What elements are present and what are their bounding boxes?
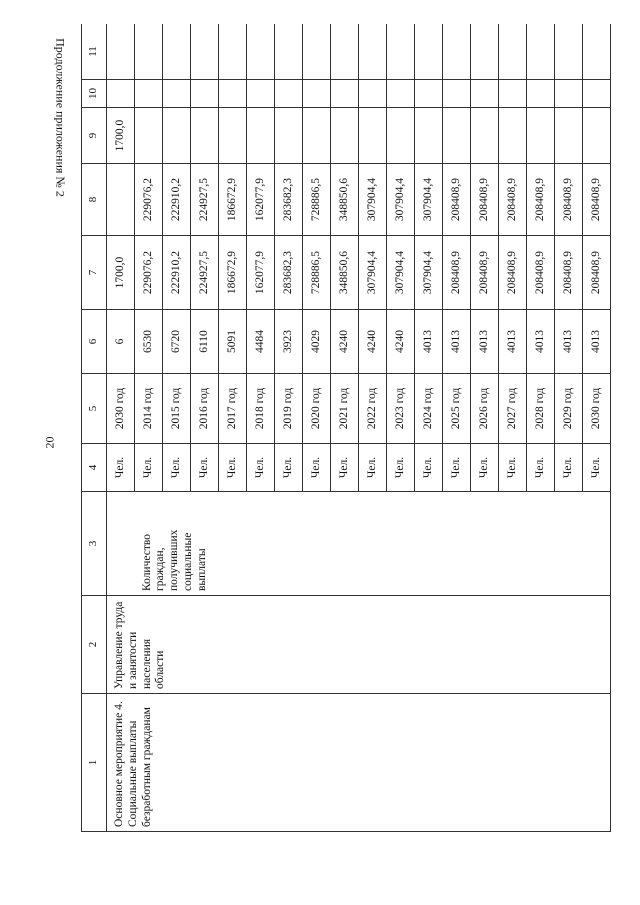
column-number: 1 — [82, 694, 107, 832]
value-cell — [555, 108, 583, 164]
column-number: 4 — [82, 444, 107, 492]
column-number: 10 — [82, 80, 107, 108]
value-cell: 1700,0 — [107, 108, 135, 164]
unit-cell: Чел. — [359, 444, 387, 492]
value-cell: 728886,5 — [303, 236, 331, 310]
column-number: 7 — [82, 236, 107, 310]
value-cell: 208408,9 — [443, 236, 471, 310]
value-cell: 4484 — [247, 310, 275, 374]
value-cell: 208408,9 — [443, 164, 471, 236]
value-cell — [359, 108, 387, 164]
value-cell: 222910,2 — [163, 236, 191, 310]
year-cell: 2017 год — [219, 374, 247, 444]
value-cell — [331, 108, 359, 164]
value-cell — [303, 80, 331, 108]
value-cell — [191, 24, 219, 80]
value-cell: 186672,9 — [219, 164, 247, 236]
value-cell — [275, 108, 303, 164]
executor-cell: Управление труда и занятости населения области — [107, 596, 611, 694]
value-cell: 162077,9 — [247, 164, 275, 236]
unit-cell: Чел. — [443, 444, 471, 492]
column-number: 8 — [82, 164, 107, 236]
value-cell — [247, 24, 275, 80]
column-number: 2 — [82, 596, 107, 694]
year-cell: 2025 год — [443, 374, 471, 444]
value-cell: 3923 — [275, 310, 303, 374]
unit-cell: Чел. — [387, 444, 415, 492]
value-cell: 4013 — [443, 310, 471, 374]
value-cell: 283682,3 — [275, 236, 303, 310]
year-cell: 2021 год — [331, 374, 359, 444]
unit-cell: Чел. — [415, 444, 443, 492]
value-cell: 307904,4 — [359, 236, 387, 310]
value-cell — [303, 108, 331, 164]
column-number-row — [82, 24, 107, 832]
unit-cell: Чел. — [303, 444, 331, 492]
value-cell: 4013 — [499, 310, 527, 374]
unit-cell: Чел. — [135, 444, 163, 492]
value-cell — [247, 80, 275, 108]
indicator-blank-cell — [107, 492, 135, 596]
unit-cell: Чел. — [583, 444, 611, 492]
value-cell: 208408,9 — [471, 236, 499, 310]
value-cell: 307904,4 — [387, 236, 415, 310]
unit-cell: Чел. — [163, 444, 191, 492]
value-cell — [415, 108, 443, 164]
value-cell — [135, 24, 163, 80]
data-table — [81, 24, 611, 832]
value-cell: 283682,3 — [275, 164, 303, 236]
value-cell — [527, 108, 555, 164]
value-cell: 4240 — [331, 310, 359, 374]
value-cell: 4013 — [471, 310, 499, 374]
value-cell: 307904,4 — [387, 164, 415, 236]
value-cell — [163, 24, 191, 80]
value-cell — [555, 24, 583, 80]
value-cell: 208408,9 — [583, 164, 611, 236]
value-cell: 208408,9 — [527, 236, 555, 310]
value-cell: 208408,9 — [471, 164, 499, 236]
value-cell: 307904,4 — [359, 164, 387, 236]
unit-cell: Чел. — [527, 444, 555, 492]
unit-cell: Чел. — [499, 444, 527, 492]
value-cell: 229076,2 — [135, 164, 163, 236]
year-cell: 2016 год — [191, 374, 219, 444]
value-cell — [331, 80, 359, 108]
value-cell — [443, 24, 471, 80]
value-cell — [471, 80, 499, 108]
unit-cell: Чел. — [191, 444, 219, 492]
year-cell: 2028 год — [527, 374, 555, 444]
rotated-table-frame — [81, 24, 611, 832]
column-number: 11 — [82, 24, 107, 80]
value-cell — [275, 80, 303, 108]
unit-cell: Чел. — [331, 444, 359, 492]
unit-cell: Чел. — [219, 444, 247, 492]
value-cell: 208408,9 — [499, 236, 527, 310]
unit-cell: Чел. — [555, 444, 583, 492]
value-cell: 208408,9 — [555, 236, 583, 310]
value-cell: 6110 — [191, 310, 219, 374]
table-container — [81, 24, 611, 832]
column-number: 9 — [82, 108, 107, 164]
value-cell — [583, 80, 611, 108]
value-cell — [247, 108, 275, 164]
page-number: 20 — [42, 436, 57, 449]
value-cell — [219, 108, 247, 164]
value-cell — [415, 80, 443, 108]
value-cell — [163, 80, 191, 108]
value-cell: 222910,2 — [163, 164, 191, 236]
year-cell: 2030 год — [107, 374, 135, 444]
value-cell — [135, 108, 163, 164]
table-row — [107, 24, 135, 832]
unit-cell: Чел. — [247, 444, 275, 492]
value-cell — [499, 80, 527, 108]
value-cell — [135, 80, 163, 108]
value-cell — [163, 108, 191, 164]
value-cell — [499, 108, 527, 164]
year-cell: 2023 год — [387, 374, 415, 444]
value-cell — [359, 80, 387, 108]
value-cell: 6720 — [163, 310, 191, 374]
value-cell: 6530 — [135, 310, 163, 374]
value-cell — [303, 24, 331, 80]
value-cell: 1700,0 — [107, 236, 135, 310]
value-cell: 4013 — [583, 310, 611, 374]
value-cell: 208408,9 — [499, 164, 527, 236]
value-cell: 224927,5 — [191, 236, 219, 310]
value-cell — [527, 80, 555, 108]
value-cell — [499, 24, 527, 80]
value-cell: 728886,5 — [303, 164, 331, 236]
value-cell — [219, 24, 247, 80]
value-cell: 208408,9 — [583, 236, 611, 310]
value-cell: 4013 — [527, 310, 555, 374]
value-cell — [387, 24, 415, 80]
year-cell: 2014 год — [135, 374, 163, 444]
value-cell — [555, 80, 583, 108]
value-cell — [359, 24, 387, 80]
measure-cell: Основное мероприятие 4. Социальные выплаты безработным гражданам — [107, 694, 611, 832]
appendix-caption: Продолжение приложения № 2 — [53, 38, 68, 197]
value-cell: 186672,9 — [219, 236, 247, 310]
value-cell: 229076,2 — [135, 236, 163, 310]
value-cell: 162077,9 — [247, 236, 275, 310]
value-cell: 4013 — [415, 310, 443, 374]
year-cell: 2030 год — [583, 374, 611, 444]
value-cell: 5091 — [219, 310, 247, 374]
year-cell: 2018 год — [247, 374, 275, 444]
value-cell: 4240 — [359, 310, 387, 374]
unit-cell: Чел. — [471, 444, 499, 492]
year-cell: 2019 год — [275, 374, 303, 444]
unit-cell: Чел. — [107, 444, 135, 492]
unit-cell: Чел. — [275, 444, 303, 492]
value-cell — [443, 108, 471, 164]
column-number: 5 — [82, 374, 107, 444]
year-cell: 2022 год — [359, 374, 387, 444]
value-cell: 307904,4 — [415, 236, 443, 310]
table-body — [107, 24, 611, 832]
value-cell: 4029 — [303, 310, 331, 374]
value-cell: 6 — [107, 310, 135, 374]
value-cell — [107, 24, 135, 80]
year-cell: 2024 год — [415, 374, 443, 444]
indicator-cell: Количество граждан, получивших социальные выплаты — [135, 492, 611, 596]
value-cell: 208408,9 — [555, 164, 583, 236]
value-cell — [387, 108, 415, 164]
value-cell — [415, 24, 443, 80]
value-cell: 348850,6 — [331, 164, 359, 236]
value-cell — [583, 24, 611, 80]
value-cell — [191, 108, 219, 164]
value-cell: 4240 — [387, 310, 415, 374]
value-cell — [471, 108, 499, 164]
value-cell — [443, 80, 471, 108]
value-cell — [583, 108, 611, 164]
value-cell — [219, 80, 247, 108]
column-number: 6 — [82, 310, 107, 374]
year-cell: 2015 год — [163, 374, 191, 444]
year-cell: 2027 год — [499, 374, 527, 444]
value-cell — [107, 80, 135, 108]
value-cell — [107, 164, 135, 236]
value-cell: 348850,6 — [331, 236, 359, 310]
value-cell — [331, 24, 359, 80]
column-number: 3 — [82, 492, 107, 596]
value-cell — [387, 80, 415, 108]
value-cell: 4013 — [555, 310, 583, 374]
value-cell — [527, 24, 555, 80]
value-cell — [275, 24, 303, 80]
year-cell: 2029 год — [555, 374, 583, 444]
value-cell — [471, 24, 499, 80]
year-cell: 2020 год — [303, 374, 331, 444]
value-cell: 224927,5 — [191, 164, 219, 236]
year-cell: 2026 год — [471, 374, 499, 444]
value-cell: 208408,9 — [527, 164, 555, 236]
value-cell — [191, 80, 219, 108]
value-cell: 307904,4 — [415, 164, 443, 236]
